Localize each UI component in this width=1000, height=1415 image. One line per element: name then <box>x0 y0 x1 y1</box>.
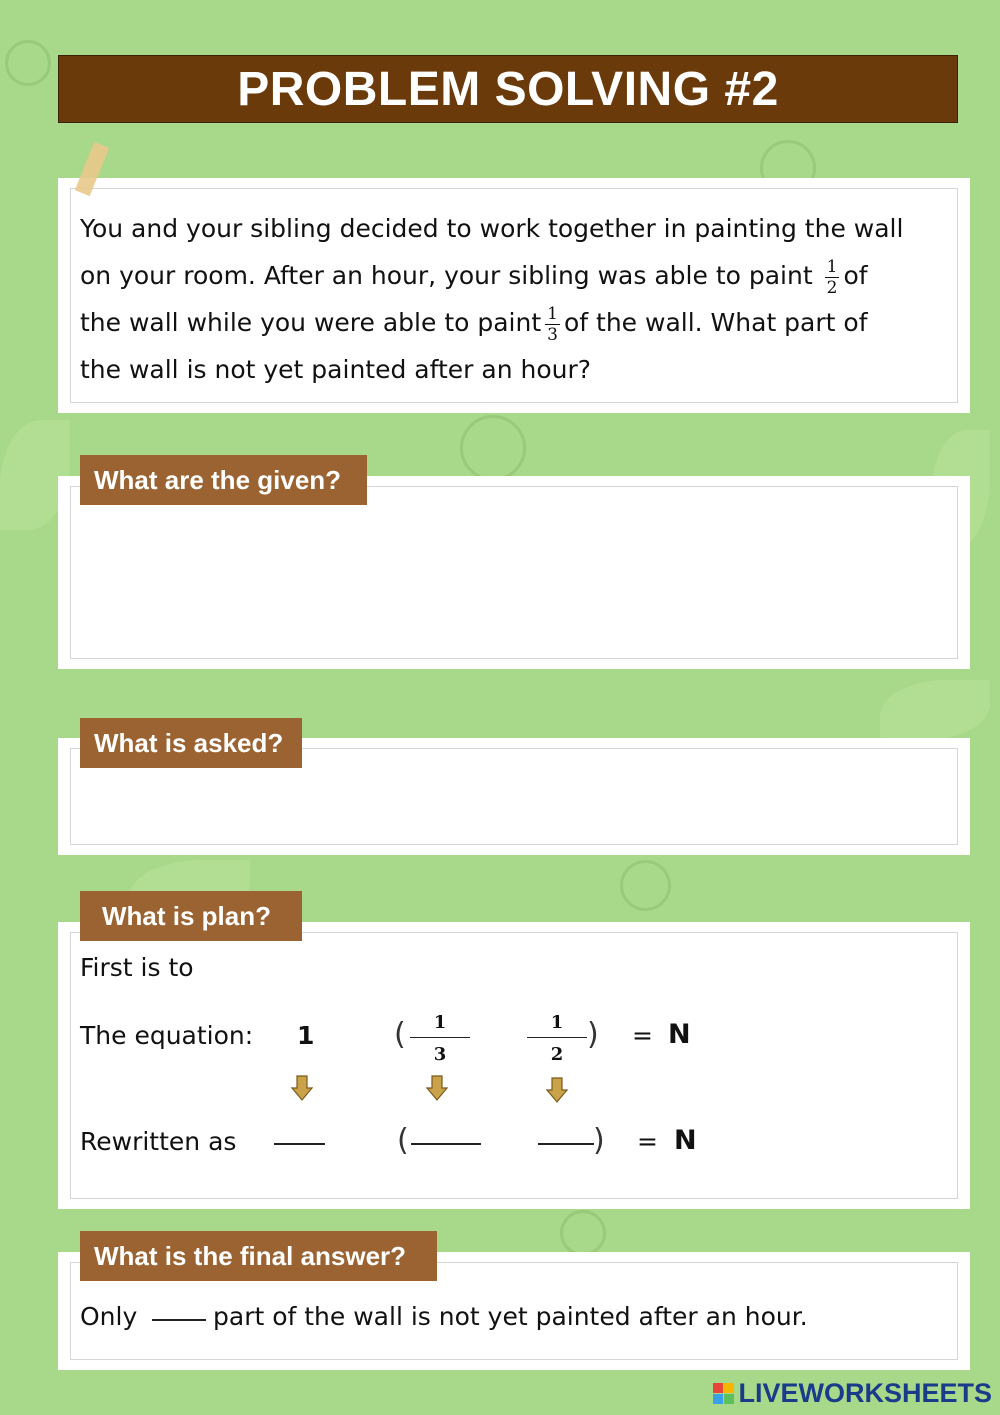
fraction-one-half <box>825 257 840 298</box>
problem-line-4: the wall is not yet painted after an hour? <box>80 355 592 384</box>
rewritten-open-paren: ( <box>397 1123 409 1158</box>
down-arrow-icon <box>546 1077 568 1103</box>
equation-denominator: 3 <box>433 1044 447 1065</box>
equation-label: The equation: <box>80 1021 254 1050</box>
equation-numerator: 1 <box>410 1012 470 1038</box>
rewritten-equals: = <box>637 1127 658 1156</box>
equation-denominator: 2 <box>550 1044 564 1065</box>
rewritten-as-label: Rewritten as <box>80 1127 237 1156</box>
fraction-numerator: 1 <box>547 303 558 324</box>
first-is-to-label: First is to <box>80 953 194 982</box>
worksheet-title-bar <box>58 55 958 123</box>
worksheet-title: PROBLEM SOLVING #2 <box>237 62 779 116</box>
final-sentence: part of the wall is not yet painted after an hour. <box>213 1302 808 1331</box>
fraction-denominator: 2 <box>826 277 838 298</box>
equation-fraction-one-third <box>410 1012 470 1065</box>
problem-line-1: You and your sibling decided to work together in painting the wall <box>80 214 904 243</box>
final-only-label: Only <box>80 1302 138 1331</box>
plan-card <box>58 922 970 1209</box>
given-answer-box[interactable] <box>70 486 958 659</box>
liveworksheets-logo <box>713 1378 992 1409</box>
equation-result: N <box>668 1019 691 1050</box>
plan-card-border <box>70 932 958 1199</box>
rewritten-close-paren: ) <box>593 1123 605 1158</box>
rewritten-fraction-2-blank[interactable] <box>538 1143 594 1145</box>
background-swirl <box>5 40 51 86</box>
equation-equals: = <box>632 1021 653 1050</box>
fraction-denominator: 3 <box>547 324 558 345</box>
final-answer-blank[interactable] <box>152 1319 206 1321</box>
equation-close-paren: ) <box>587 1017 599 1052</box>
background-swirl <box>560 1210 606 1256</box>
equation-whole: 1 <box>297 1021 315 1050</box>
liveworksheets-logo-icon <box>713 1383 734 1404</box>
background-swirl <box>460 415 526 481</box>
down-arrow-icon <box>291 1075 313 1101</box>
final-section-label: What is the final answer? <box>80 1231 437 1281</box>
equation-open-paren: ( <box>394 1017 406 1052</box>
equation-numerator: 1 <box>527 1012 587 1038</box>
rewritten-result: N <box>674 1125 697 1156</box>
down-arrow-icon <box>426 1075 448 1101</box>
fraction-numerator: 1 <box>826 256 838 277</box>
background-leaf <box>880 680 990 740</box>
problem-statement <box>80 205 960 393</box>
equation-fraction-one-half <box>527 1012 587 1065</box>
problem-line-2-text: on your room. After an hour, your sibling was able to paint <box>80 261 813 290</box>
rewritten-whole-blank[interactable] <box>274 1143 325 1145</box>
given-section-label: What are the given? <box>80 455 367 505</box>
asked-section-label: What is asked? <box>80 718 302 768</box>
problem-line-2-end: of <box>843 261 868 290</box>
fraction-one-third <box>545 304 560 345</box>
plan-section-label: What is plan? <box>80 891 302 941</box>
problem-line-3 <box>80 299 960 346</box>
rewritten-fraction-1-blank[interactable] <box>411 1143 481 1145</box>
liveworksheets-logo-text: LIVEWORKSHEETS <box>738 1378 992 1408</box>
problem-line-3-text: the wall while you were able to paint <box>80 308 542 337</box>
problem-line-2 <box>80 252 960 299</box>
background-swirl <box>620 860 671 911</box>
problem-line-3-end: of the wall. What part of <box>563 308 868 337</box>
